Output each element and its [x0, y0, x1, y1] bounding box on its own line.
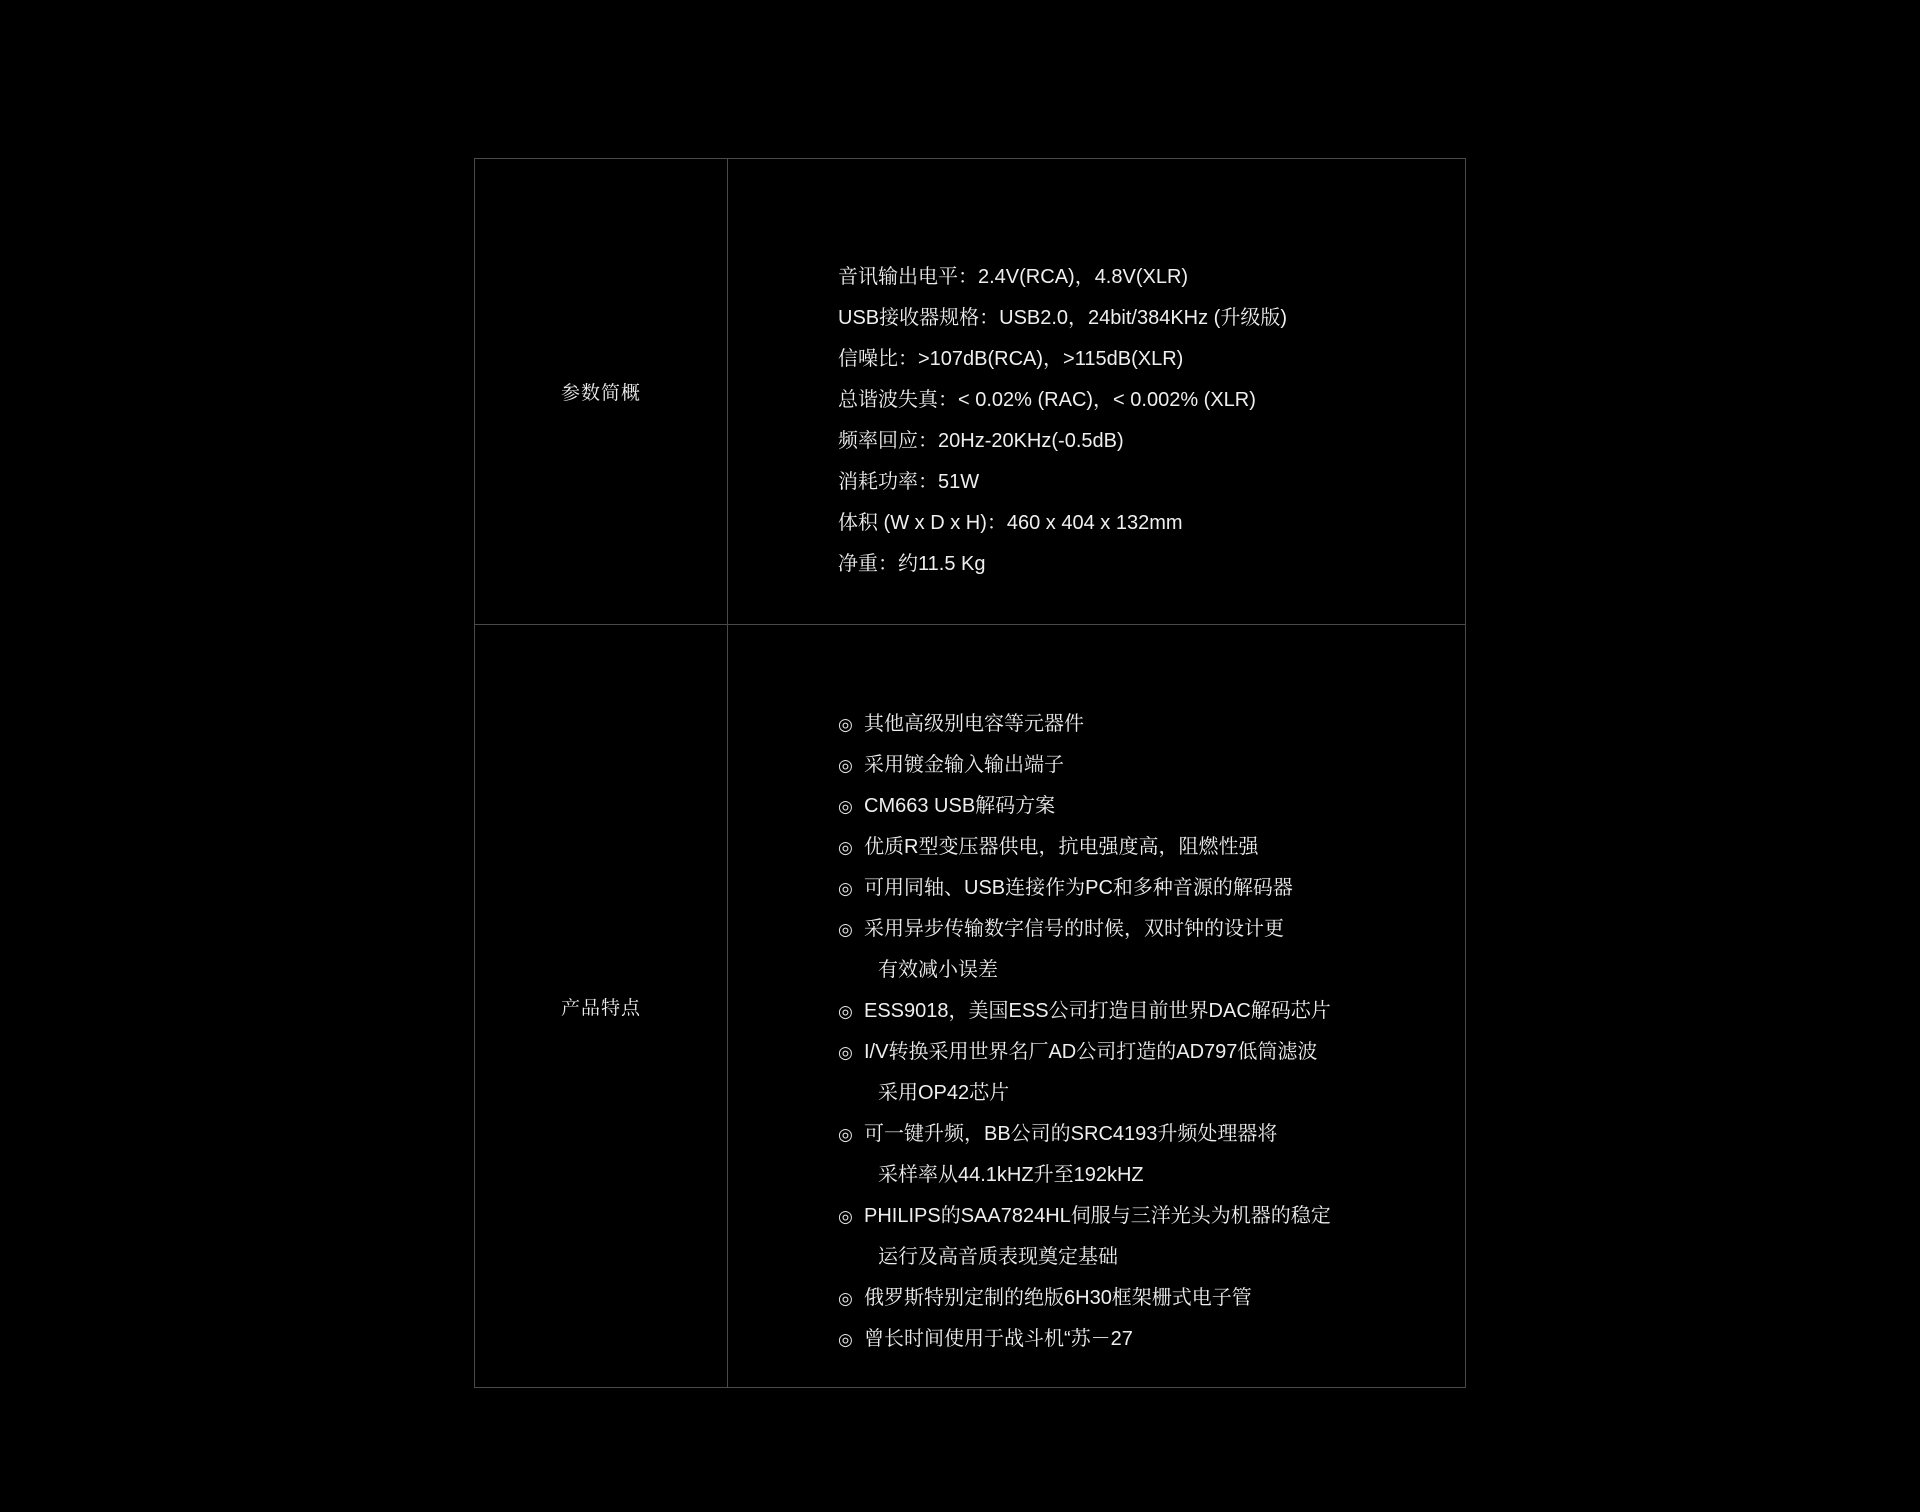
- parameter-line: 信噪比：>107dB(RCA)，>115dB(XLR): [838, 347, 1184, 370]
- bullet-icon: ◎: [838, 920, 853, 939]
- parameter-line: 频率回应：20Hz-20KHz(-0.5dB): [838, 429, 1124, 452]
- parameter-line: 音讯输出电平：2.4V(RCA)，4.8V(XLR): [838, 265, 1189, 288]
- table-row-features: [475, 625, 1466, 1388]
- list-item-line: 采用异步传输数字信号的时候，双时钟的设计更: [864, 918, 1284, 940]
- list-item-text: 其他高级别电容等元器件: [864, 713, 1084, 735]
- bullet-icon: ◎: [838, 797, 853, 816]
- list-item-text: CM663 USB解码方案: [864, 795, 1056, 817]
- bullet-icon: ◎: [838, 1289, 853, 1308]
- list-item-line: 可一键升频，BB公司的SRC4193升频处理器将: [864, 1123, 1278, 1145]
- list-item: [838, 991, 1437, 1032]
- list-item: [838, 909, 1437, 991]
- bullet-icon: ◎: [838, 1330, 853, 1349]
- list-item-line: PHILIPS的SAA7824HL伺服与三洋光头为机器的稳定: [864, 1205, 1331, 1227]
- list-item-text: 可用同轴、USB连接作为PC和多种音源的解码器: [864, 877, 1293, 899]
- list-item-continuation: 有效减小误差: [878, 959, 998, 981]
- list-item-continuation: 采样率从44.1kHZ升至192kHZ: [878, 1164, 1144, 1186]
- list-item: [838, 1196, 1437, 1278]
- table-row-parameters: [475, 159, 1466, 625]
- bullet-icon: ◎: [838, 1125, 853, 1144]
- bullet-icon: ◎: [838, 1002, 853, 1021]
- list-item: [838, 1278, 1437, 1319]
- parameters-list: [728, 199, 1465, 585]
- features-list: [728, 652, 1465, 1360]
- bullet-icon: ◎: [838, 879, 853, 898]
- list-item-text: ESS9018，美国ESS公司打造目前世界DAC解码芯片: [864, 1000, 1331, 1022]
- list-item: [838, 1114, 1437, 1196]
- list-item: [838, 1319, 1437, 1360]
- parameter-line: 净重：约11.5 Kg: [838, 552, 986, 575]
- row-label-parameters: 参数简概: [475, 159, 728, 625]
- row-content-parameters: [728, 159, 1466, 625]
- list-item: [838, 704, 1437, 745]
- list-item: [838, 827, 1437, 868]
- list-item: [838, 745, 1437, 786]
- bullet-icon: ◎: [838, 1207, 853, 1226]
- bullet-icon: ◎: [838, 756, 853, 775]
- list-item: [838, 868, 1437, 909]
- parameter-line: 消耗功率：51W: [838, 470, 980, 493]
- list-item-text: [864, 1114, 1437, 1196]
- bullet-icon: ◎: [838, 1043, 853, 1062]
- bullet-icon: ◎: [838, 715, 853, 734]
- list-item-text: [864, 1196, 1437, 1278]
- list-item-continuation: 运行及高音质表现奠定基础: [878, 1246, 1118, 1268]
- list-item-text: 优质R型变压器供电，抗电强度高，阻燃性强: [864, 836, 1259, 858]
- list-item-text: 俄罗斯特别定制的绝版6H30框架栅式电子管: [864, 1287, 1252, 1309]
- list-item-text: 曾长时间使用于战斗机“苏－27: [864, 1328, 1133, 1350]
- list-item-text: 采用镀金输入输出端子: [864, 754, 1064, 776]
- list-item: [838, 786, 1437, 827]
- row-label-features: 产品特点: [475, 625, 728, 1388]
- parameter-line: USB接收器规格：USB2.0，24bit/384KHz (升级版): [838, 306, 1288, 329]
- parameter-line: 体积 (W x D x H)：460 x 404 x 132mm: [838, 511, 1183, 534]
- bullet-icon: ◎: [838, 838, 853, 857]
- list-item: [838, 1032, 1437, 1114]
- list-item-continuation: 采用OP42芯片: [878, 1082, 1010, 1104]
- specifications-table: [474, 158, 1466, 1388]
- list-item-line: I/V转换采用世界名厂AD公司打造的AD797低筒滤波: [864, 1041, 1318, 1063]
- list-item-text: [864, 909, 1437, 991]
- parameter-line: 总谐波失真：< 0.02% (RAC)，< 0.002% (XLR): [838, 388, 1256, 411]
- row-content-features: [728, 625, 1466, 1388]
- list-item-text: [864, 1032, 1437, 1114]
